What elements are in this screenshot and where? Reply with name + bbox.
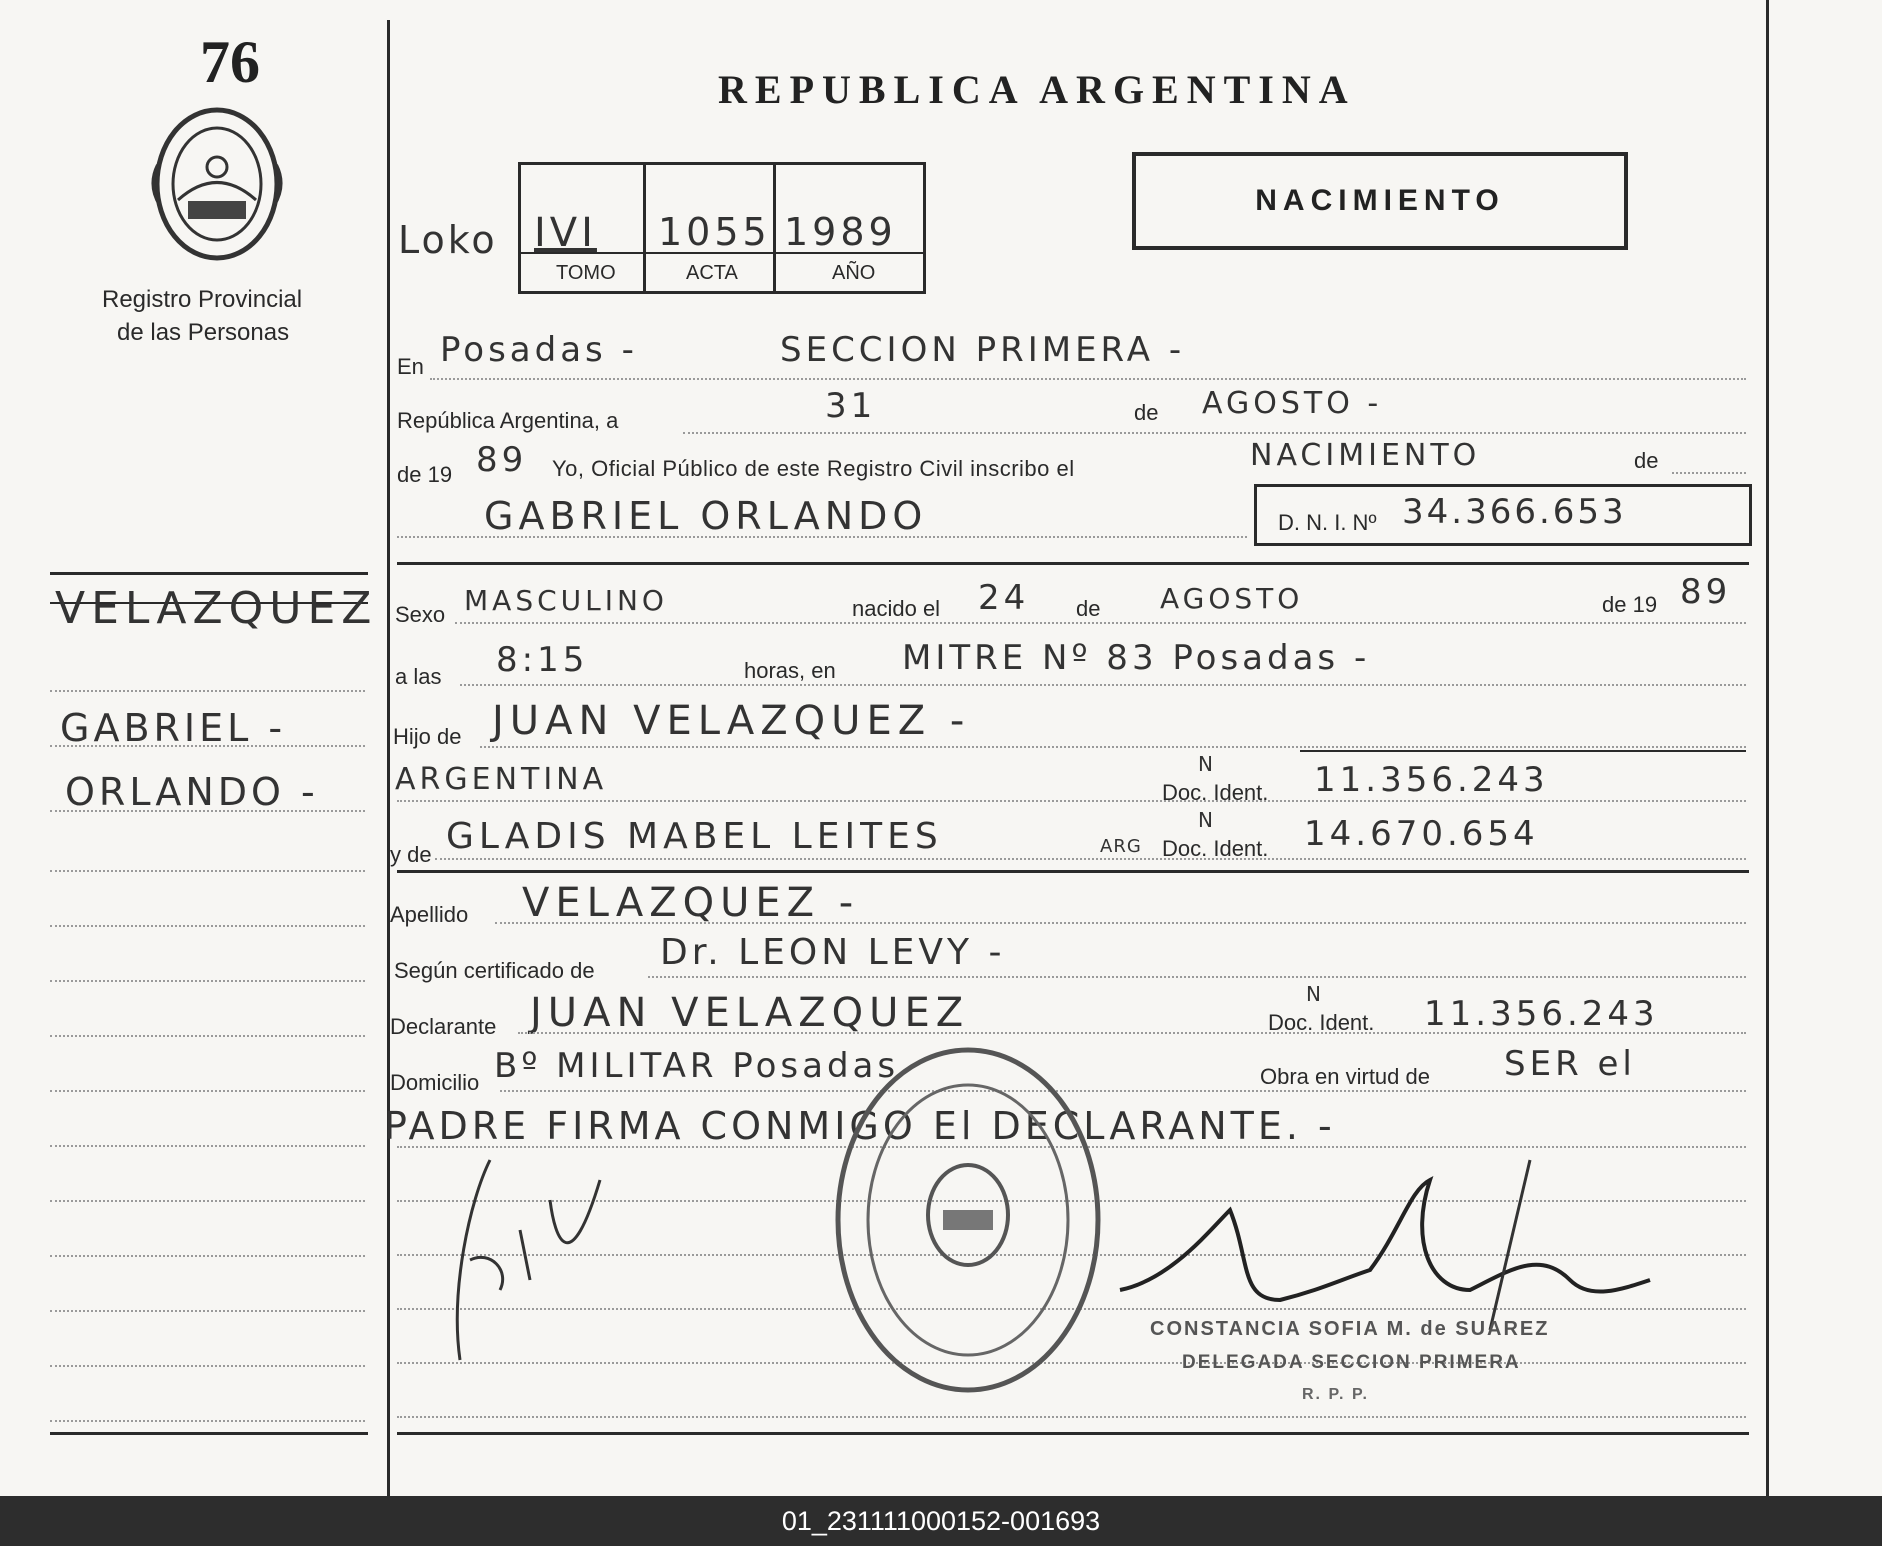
line-dots — [683, 432, 1746, 434]
left-rule-bottom — [50, 1432, 368, 1435]
left-dotline — [50, 1255, 365, 1257]
surname-value: VELAZQUEZ - — [522, 880, 860, 926]
officer-initials: R. P. P. — [1302, 1386, 1369, 1403]
label-apellido: Apellido — [390, 902, 469, 927]
label-alas: a las — [395, 664, 442, 689]
declarant-doc-value: 11.356.243 — [1424, 994, 1659, 1034]
label-de-end: de — [1634, 448, 1659, 473]
label-nacido: nacido el — [852, 596, 941, 621]
left-dotline — [50, 980, 365, 982]
father-nationality-value: ARGENTINA — [395, 762, 608, 797]
birth-place-value: MITRE Nº 83 Posadas - — [902, 638, 1371, 678]
label-hijo: Hijo de — [393, 724, 462, 749]
country-title: REPUBLICA ARGENTINA — [718, 67, 1356, 112]
label-doc-ident-mother: Doc. Ident. — [1162, 836, 1269, 861]
label-en: En — [397, 354, 424, 379]
acta-label: ACTA — [686, 262, 738, 284]
label-declarante: Declarante — [390, 1014, 497, 1039]
line-dots — [495, 922, 1746, 924]
line-dots — [397, 800, 1746, 802]
declarant-signature-icon — [380, 1140, 680, 1370]
section-rule — [397, 870, 1749, 873]
mother-doc-value: 14.670.654 — [1304, 814, 1539, 854]
label-de-b: de — [1076, 596, 1101, 621]
line-dots — [518, 1032, 1746, 1034]
month-value: AGOSTO - — [1202, 386, 1383, 421]
line-dots — [397, 536, 1247, 538]
label-domicilio: Domicilio — [390, 1070, 480, 1095]
acta-value: 1055 — [658, 210, 771, 254]
label-de19: de 19 — [397, 462, 453, 487]
doc-type-mark: N — [1198, 752, 1217, 776]
officer-signature-icon — [1110, 1150, 1670, 1330]
mother-nationality-abbr: ARG — [1100, 836, 1142, 857]
label-dni: D. N. I. Nº — [1278, 510, 1377, 535]
label-horas: horas, en — [744, 658, 836, 683]
line-dots — [460, 684, 1746, 686]
location-prefix: Loko — [398, 218, 498, 262]
register-box-divider — [773, 162, 776, 294]
line-dots — [435, 858, 1746, 860]
left-dotline — [50, 1090, 365, 1092]
left-dotline — [50, 925, 365, 927]
label-sexo: Sexo — [395, 602, 446, 627]
line-dots — [480, 746, 1746, 748]
label-segun: Según certificado de — [394, 958, 595, 983]
sex-value: MASCULINO — [464, 584, 668, 617]
margin-given-2: ORLANDO - — [65, 770, 319, 814]
birth-year-suffix: 89 — [1680, 572, 1732, 612]
left-dotline — [50, 1035, 365, 1037]
document-id-bar: 01_231111000152-001693 — [0, 1496, 1882, 1546]
left-dotline — [50, 690, 365, 692]
section-rule-bottom — [397, 1432, 1749, 1435]
doc-type-mark-declarant: N — [1306, 982, 1325, 1006]
line-dots — [430, 378, 1746, 380]
line-dots — [397, 1416, 1746, 1418]
province-seal-icon — [148, 105, 286, 263]
year-suffix: 89 — [476, 440, 528, 480]
main-right-border — [1766, 0, 1769, 1496]
birth-day-value: 24 — [978, 578, 1030, 618]
label-republica: República Argentina, a — [397, 408, 619, 433]
registry-line-1: Registro Provincial — [102, 286, 303, 313]
reason-value: SER el — [1504, 1044, 1636, 1084]
tomo-label: TOMO — [556, 262, 616, 284]
city-value: Posadas - — [440, 330, 638, 370]
remark-value: PADRE FIRMA CONMIGO El DECLARANTE. - — [384, 1104, 1336, 1148]
left-dotline — [50, 1310, 365, 1312]
officer-name: CONSTANCIA SOFIA M. de SUAREZ — [1150, 1318, 1550, 1340]
doc-type-title: NACIMIENTO — [1255, 184, 1505, 217]
tomo-value: IVI — [534, 210, 597, 256]
left-dotline — [50, 870, 365, 872]
left-dotline — [50, 1145, 365, 1147]
day-value: 31 — [825, 386, 877, 426]
left-dotline — [50, 1420, 365, 1422]
label-yde: y de — [390, 842, 432, 867]
birth-month-value: AGOSTO — [1160, 582, 1304, 615]
certifier-value: Dr. LEON LEVY - — [660, 932, 1006, 973]
section-rule — [397, 562, 1749, 565]
left-dotline — [50, 1365, 365, 1367]
child-name-value: GABRIEL ORLANDO — [484, 494, 928, 538]
label-de: de — [1134, 400, 1159, 425]
label-de19-b: de 19 — [1602, 592, 1658, 617]
anio-label: AÑO — [832, 262, 876, 284]
birth-time-value: 8:15 — [496, 640, 589, 680]
left-rule-top — [50, 572, 368, 575]
registry-number: 76 — [200, 29, 260, 95]
label-yo: Yo, Oficial Público de este Registro Civil inscribo el — [552, 456, 1075, 481]
section-value: SECCION PRIMERA - — [780, 330, 1186, 370]
line-dots — [1672, 472, 1746, 474]
official-stamp-icon — [828, 1040, 1108, 1400]
label-doc-ident: Doc. Ident. — [1162, 780, 1269, 805]
declarant-value: JUAN VELAZQUEZ — [530, 990, 970, 1036]
line-dots — [648, 976, 1746, 978]
line-dots — [455, 622, 1746, 624]
anio-value: 1989 — [784, 210, 897, 254]
address-value: Bº MILITAR Posadas — [494, 1046, 900, 1086]
label-doc-ident-declarant: Doc. Ident. — [1268, 1010, 1375, 1035]
officer-title: DELEGADA SECCION PRIMERA — [1182, 1352, 1521, 1373]
left-dotline — [50, 1200, 365, 1202]
registry-line-2: de las Personas — [117, 319, 290, 346]
dni-value: 34.366.653 — [1402, 492, 1627, 532]
mother-name-value: GLADIS MABEL LEITES — [446, 816, 943, 857]
label-obra: Obra en virtud de — [1260, 1064, 1430, 1089]
register-box-divider — [643, 162, 646, 294]
father-doc-value: 11.356.243 — [1314, 760, 1549, 800]
line-dots — [500, 1090, 1746, 1092]
margin-surname: VELAZQUEZ — [55, 583, 378, 634]
event-value: NACIMIENTO — [1250, 438, 1481, 473]
father-name-value: JUAN VELAZQUEZ - — [492, 698, 971, 744]
row-rule — [1300, 750, 1746, 752]
doc-type-mark-mother: N — [1198, 808, 1217, 832]
margin-given-1: GABRIEL - — [60, 706, 287, 750]
